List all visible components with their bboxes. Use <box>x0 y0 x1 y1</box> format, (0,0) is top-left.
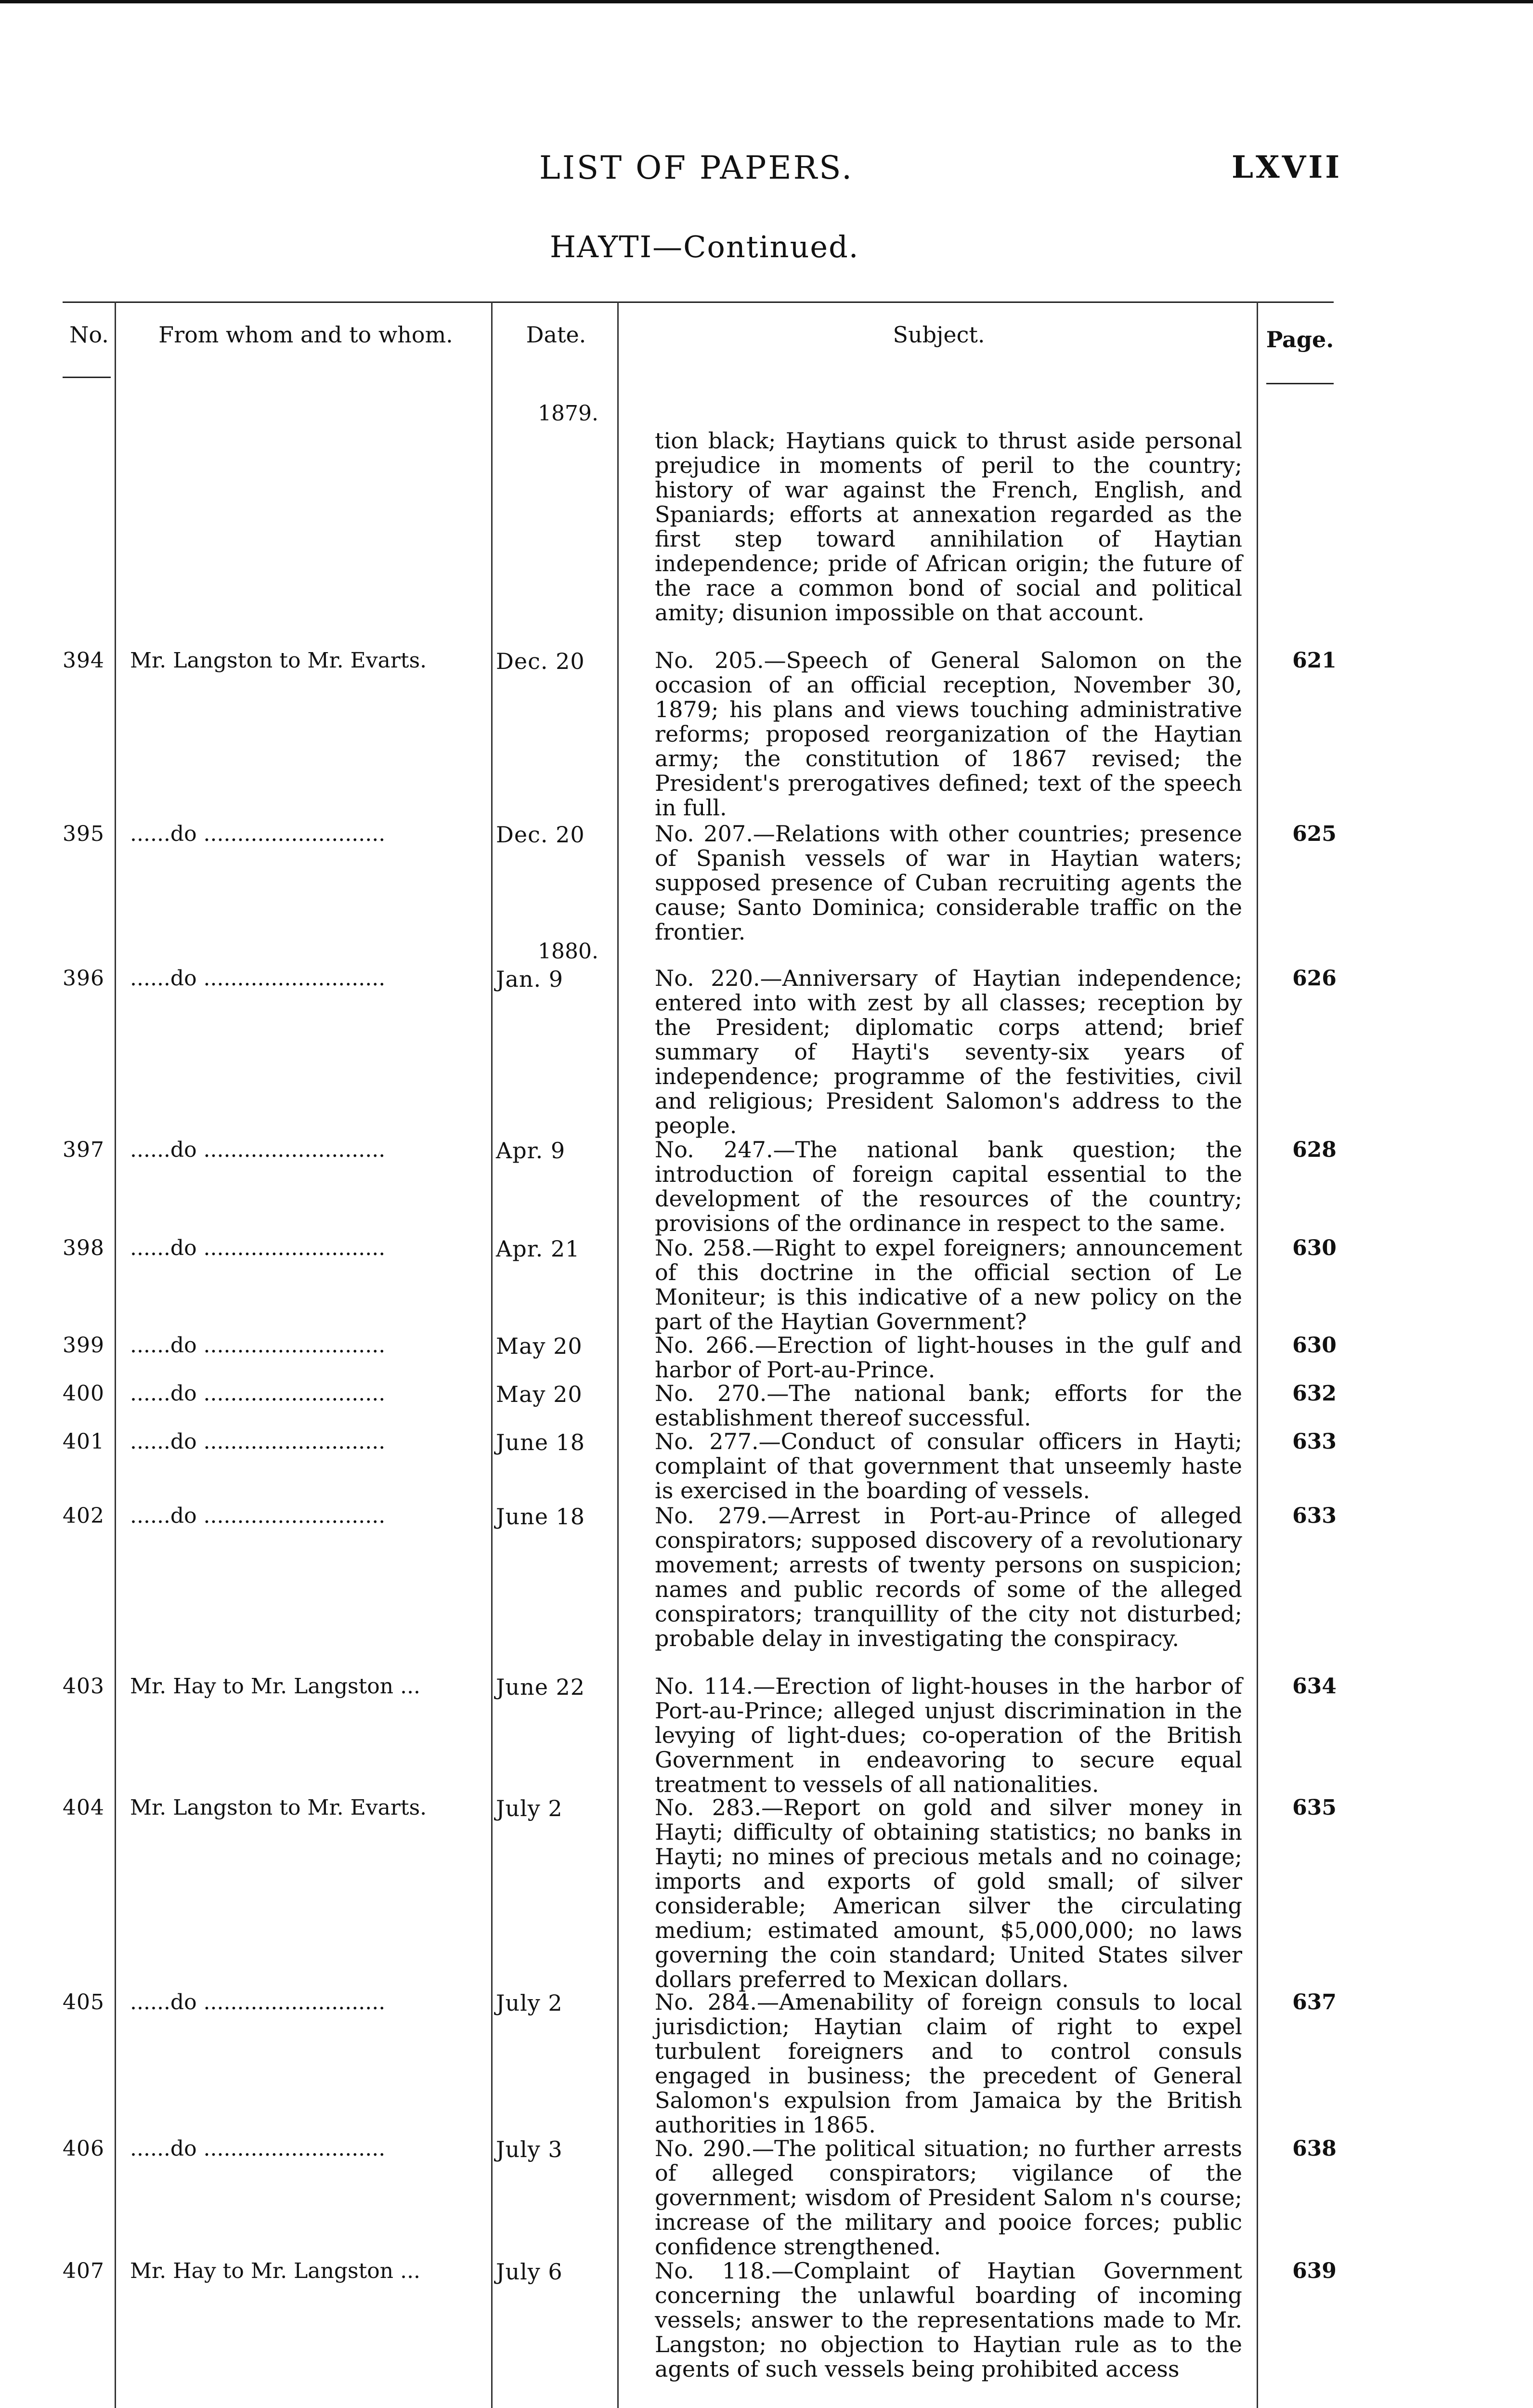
page-cell: 635 <box>1292 1795 1337 1820</box>
date-cell: Jan. 9 <box>496 966 564 992</box>
table-row <box>0 1673 1533 1797</box>
year-marker: 1880. <box>538 939 598 964</box>
page-number-roman: LXVII <box>1232 149 1342 185</box>
subject-cell: No. 290.—The political situation; no further arrests of alleged conspirators; vigilance of the government; wisdom of President Salom n's course; increase of the military and pooice forces; public confidence strengthened. <box>655 2135 1242 2260</box>
table-row <box>0 821 1533 945</box>
subject-cell: No. 220.—Anniversary of Haytian independence; entered into with zest by all classes; reception by the President; diplomatic corps attend; brief summary of Hayti's seventy-six years of independence; programme of the festivities, civil and religious; President Salomon's address to the people. <box>655 965 1242 1139</box>
subject-cell: No. 270.—The national bank; efforts for the establishment thereof successful. <box>655 1380 1242 1431</box>
column-divider-subject <box>1257 301 1258 2408</box>
date-cell: June 18 <box>496 1504 585 1530</box>
subject-cell: No. 205.—Speech of General Salomon on the occasion of an official reception, November 30, 1879; his plans and views touching administrative reforms; proposed reorganization of the Haytian army; the constitution of 1867 revised; the President's prerogatives defined; text of the speech in full. <box>655 647 1242 821</box>
date-cell: Apr. 21 <box>496 1236 580 1262</box>
column-header-from-to: From whom and to whom. <box>158 322 453 348</box>
page-cell: 630 <box>1292 1236 1337 1260</box>
table-row <box>0 647 1533 821</box>
column-header-subject: Subject. <box>893 322 985 348</box>
page-cell: 633 <box>1292 1504 1337 1528</box>
date-cell: June 22 <box>496 1674 585 1700</box>
paper-number: 404 <box>63 1795 104 1820</box>
paper-number: 401 <box>63 1429 104 1454</box>
column-divider-date <box>617 301 619 2408</box>
table-row <box>0 2258 1533 2382</box>
subject-cell: No. 266.—Erection of light-houses in the gulf and harbor of Port-au-Prince. <box>655 1332 1242 1383</box>
table-row <box>0 1137 1533 1236</box>
header-bottom-rule-left <box>63 377 111 378</box>
table-row <box>0 428 1533 626</box>
from-to-cell: ......do ........................... <box>130 822 386 846</box>
paper-number: 407 <box>63 2259 104 2283</box>
table-row <box>0 1235 1533 1335</box>
page-cell: 633 <box>1292 1429 1337 1454</box>
subject-cell: No. 247.—The national bank question; the introduction of foreign capital essential to the development of the resources of the country; provisions of the ordinance in respect to the same. <box>655 1137 1242 1236</box>
from-to-cell: ......do ........................... <box>130 1990 386 2015</box>
page-cell: 634 <box>1292 1674 1337 1699</box>
paper-number: 406 <box>63 2136 104 2161</box>
page-cell: 630 <box>1292 1333 1337 1358</box>
paper-number: 395 <box>63 822 104 846</box>
date-cell: July 3 <box>496 2136 563 2162</box>
date-cell: July 2 <box>496 1990 563 2016</box>
running-title: LIST OF PAPERS. <box>539 149 854 186</box>
subject-cell: No. 284.—Amenability of foreign consuls to local jurisdiction; Haytian claim of right to expel turbulent foreigners and to control consuls engaged in business; the precedent of General Salomon's expulsion from Jamaica by the British authorities in 1865. <box>655 1989 1242 2138</box>
from-to-cell: Mr. Langston to Mr. Evarts. <box>130 648 427 673</box>
paper-number: 399 <box>63 1333 104 1358</box>
subject-cell: No. 114.—Erection of light-houses in the harbor of Port-au-Prince; alleged unjust discrimination in the levying of light-dues; co-operation of the British Government in endeavoring to secure equal treatment to vessels of all nationalities. <box>655 1673 1242 1797</box>
subject-cell: No. 258.—Right to expel foreigners; announcement of this doctrine in the official section of Le Moniteur; is this indicative of a new policy on the part of the Haytian Government? <box>655 1235 1242 1335</box>
from-to-cell: ......do ........................... <box>130 1138 386 1162</box>
table-row <box>0 1794 1533 1992</box>
table-row <box>0 1380 1533 1431</box>
from-to-cell: ......do ........................... <box>130 1429 386 1454</box>
table-row <box>0 1503 1533 1651</box>
subject-cell: No. 279.—Arrest in Port-au-Prince of alleged conspirators; supposed discovery of a revolutionary movement; arrests of twenty persons on suspicion; names and public records of some of the alleged conspirators; tranquillity of the city not disturbed; probable delay in investigating the conspiracy. <box>655 1503 1242 1651</box>
paper-number: 400 <box>63 1381 104 1406</box>
paper-number: 398 <box>63 1236 104 1260</box>
section-title: HAYTI—Continued. <box>550 229 859 264</box>
page-cell: 621 <box>1292 648 1337 673</box>
column-header-page: Page. <box>1266 327 1334 353</box>
page-cell: 638 <box>1292 2136 1337 2161</box>
from-to-cell: ......do ........................... <box>130 2136 386 2161</box>
page-cell: 637 <box>1292 1990 1337 2015</box>
from-to-cell: Mr. Langston to Mr. Evarts. <box>130 1795 427 1820</box>
date-cell: July 6 <box>496 2259 563 2285</box>
header-bottom-rule-page <box>1266 383 1334 384</box>
page-cell: 625 <box>1292 822 1337 846</box>
table-top-rule <box>63 301 1334 303</box>
date-cell: Dec. 20 <box>496 648 585 674</box>
from-to-cell: ......do ........................... <box>130 1504 386 1528</box>
page-cell: 628 <box>1292 1138 1337 1162</box>
table-row <box>0 1989 1533 2138</box>
from-to-cell: ......do ........................... <box>130 1333 386 1358</box>
date-cell: Apr. 9 <box>496 1138 566 1164</box>
from-to-cell: ......do ........................... <box>130 1236 386 1260</box>
year-marker: 1879. <box>538 401 598 426</box>
page-cell: 632 <box>1292 1381 1337 1406</box>
paper-number: 403 <box>63 1674 104 1699</box>
paper-number: 396 <box>63 966 104 991</box>
date-cell: June 18 <box>496 1429 585 1455</box>
from-to-cell: Mr. Hay to Mr. Langston ... <box>130 1674 421 1699</box>
subject-cell: tion black; Haytians quick to thrust aside personal prejudice in moments of peril to the country; history of war against the French, English, and Spaniards; efforts at annexation regarded as the first step toward annihilation of Haytian independence; pride of African origin; the future of the race a common bond of social and political amity; disunion impossible on that account. <box>655 428 1242 626</box>
date-cell: May 20 <box>496 1333 583 1359</box>
paper-number: 402 <box>63 1504 104 1528</box>
table-row <box>0 1428 1533 1504</box>
table-row <box>0 1332 1533 1383</box>
subject-cell: No. 277.—Conduct of consular officers in Hayti; complaint of that government that unseemly haste is exercised in the boarding of vessels. <box>655 1428 1242 1504</box>
table-row <box>0 965 1533 1139</box>
paper-number: 397 <box>63 1138 104 1162</box>
page-cell: 626 <box>1292 966 1337 991</box>
top-border-rule <box>0 0 1533 3</box>
from-to-cell: Mr. Hay to Mr. Langston ... <box>130 2259 421 2283</box>
table-row <box>0 2135 1533 2260</box>
from-to-cell: ......do ........................... <box>130 966 386 991</box>
subject-cell: No. 118.—Complaint of Haytian Government concerning the unlawful boarding of incoming vessels; answer to the representations made to Mr. Langston; no objection to Haytian rule as to the agents of such vessels being prohibited access <box>655 2258 1242 2382</box>
from-to-cell: ......do ........................... <box>130 1381 386 1406</box>
date-cell: July 2 <box>496 1795 563 1821</box>
column-header-no: No. <box>69 322 109 348</box>
column-header-date: Date. <box>526 322 586 348</box>
paper-number: 405 <box>63 1990 104 2015</box>
date-cell: Dec. 20 <box>496 822 585 848</box>
subject-cell: No. 283.—Report on gold and silver money in Hayti; difficulty of obtaining statistics; no banks in Hayti; no mines of precious metals and no coinage; imports and exports of gold small; of silver considerable; American silver the circulating medium; estimated amount, $5,000,000; no laws governing the coin standard; United States silver dollars preferred to Mexican dollars. <box>655 1794 1242 1992</box>
subject-cell: No. 207.—Relations with other countries; presence of Spanish vessels of war in Haytian waters; supposed presence of Cuban recruiting agents the cause; Santo Dominica; considerable traffic on the frontier. <box>655 821 1242 945</box>
date-cell: May 20 <box>496 1381 583 1407</box>
column-divider-from <box>491 301 493 2408</box>
paper-number: 394 <box>63 648 104 673</box>
page-cell: 639 <box>1292 2259 1337 2283</box>
